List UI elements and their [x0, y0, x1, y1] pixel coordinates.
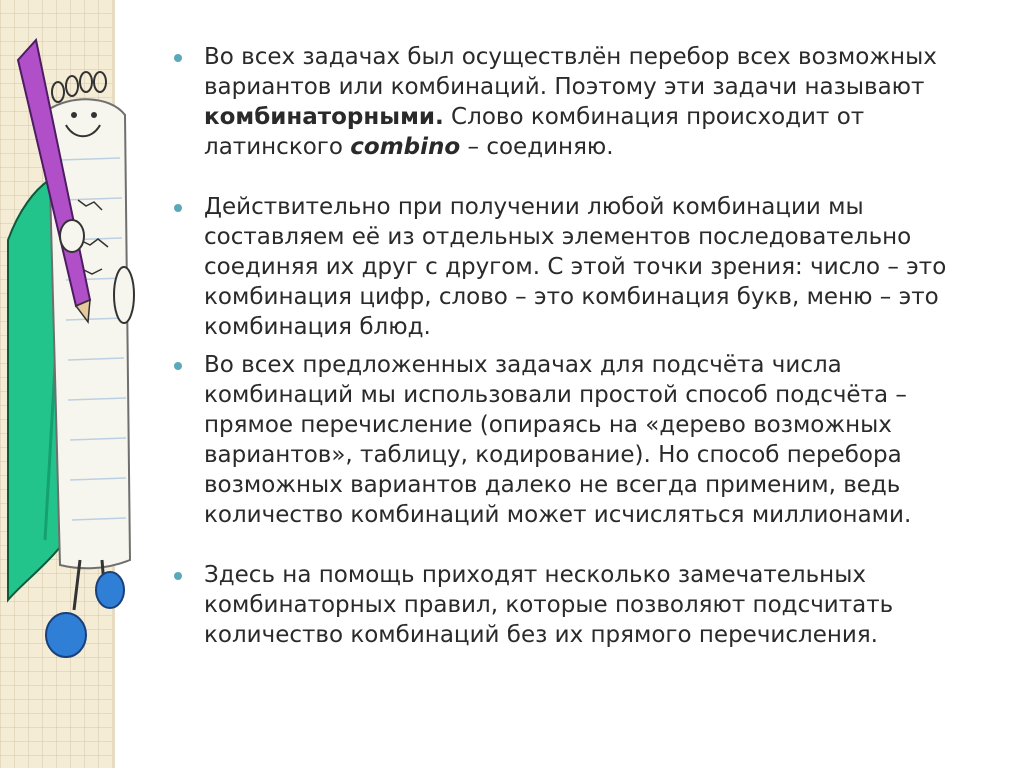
bullet-item-4: Здесь на помощь приходят несколько замечательных комбинаторных правил, которые позволяют подсчитать количество комбинаций без их прямого перечисления. — [172, 560, 992, 650]
content-area — [172, 42, 992, 650]
notebook-with-pen-character-illustration — [0, 0, 140, 768]
latin-word: combino — [350, 134, 461, 160]
bullet-item-3: Во всех предложенных задачах для подсчёта числа комбинаций мы использовали простой способ подсчёта – прямое перечисление (опираясь на «дерево возможных вариантов», таблицу, кодирование). Но способ перебора возможных вариантов далеко не всегда применим, ведь количество комбинаций может исчисляться миллионами. — [172, 350, 992, 530]
bullet-list — [172, 42, 992, 650]
bullet-item-1 — [172, 42, 992, 162]
bullet-item-2: Действительно при получении любой комбинации мы составляем её из отдельных элементов последовательно соединяя их друг с другом. С этой точки зрения: число – это комбинация цифр, слово – это комбинация букв, меню – это комбинация блюд. — [172, 192, 992, 342]
bullet-text: Слово комбинация происходит от латинского — [204, 104, 865, 160]
bold-term: комбинаторными. — [204, 104, 444, 130]
bullet-text: Во всех задачах был осуществлён перебор всех возможных вариантов или комбинаций. Поэтому эти задачи называют — [204, 44, 937, 100]
bullet-text: – соединяю. — [460, 134, 614, 160]
